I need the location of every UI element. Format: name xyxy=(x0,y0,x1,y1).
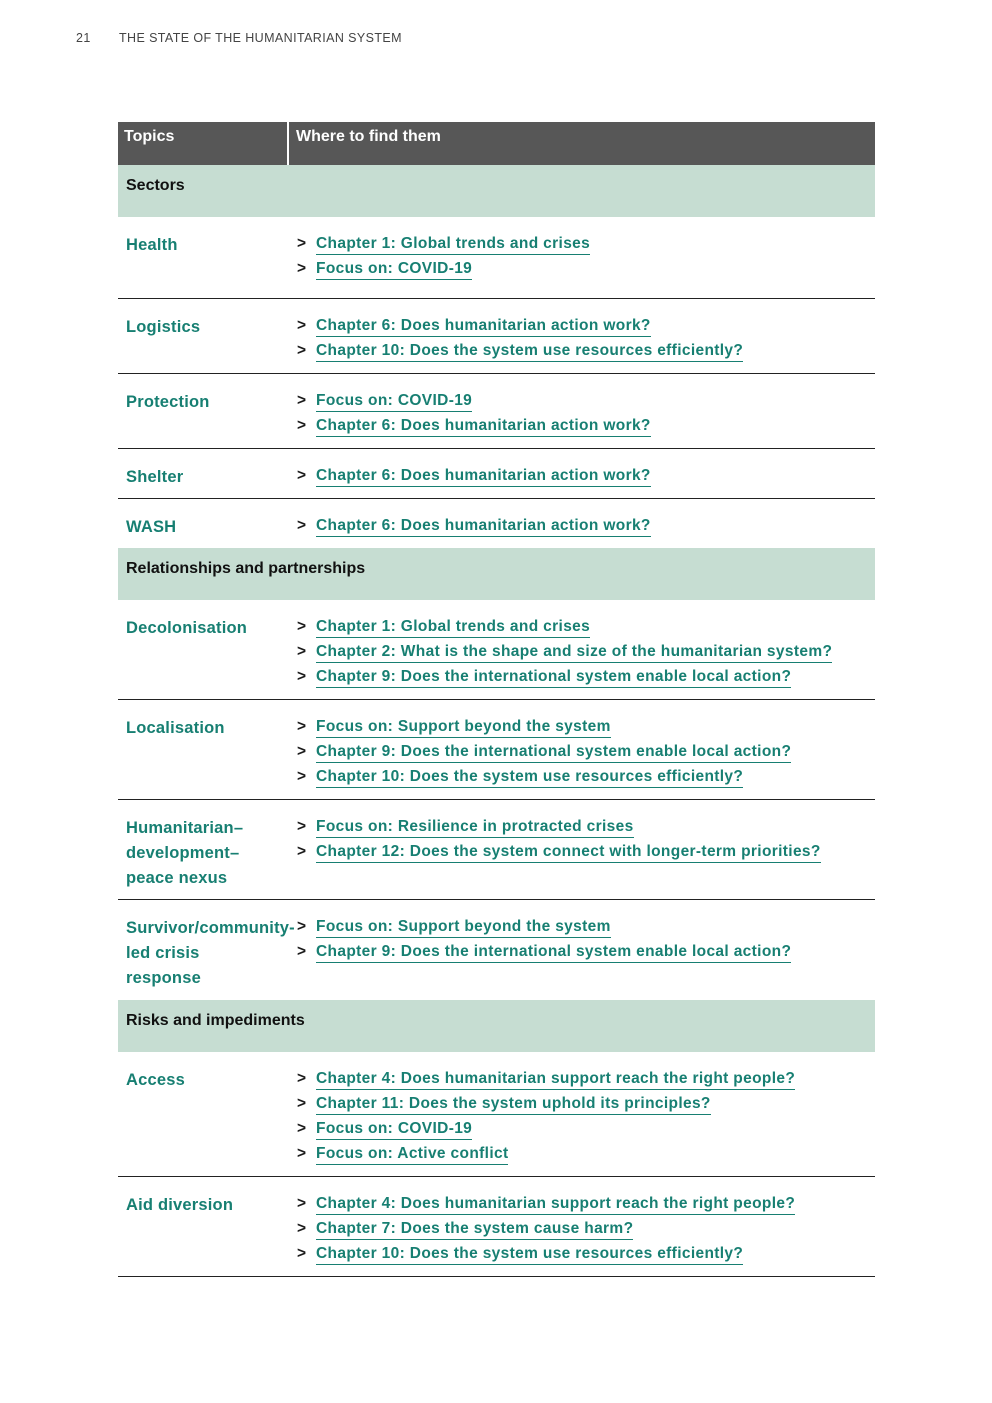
chevron-right-icon: > xyxy=(297,618,307,635)
chevron-right-icon: > xyxy=(297,768,307,785)
table-row xyxy=(118,217,875,299)
link-item xyxy=(297,941,875,966)
table-row xyxy=(118,449,875,499)
topic-label: Humanitarian–development–peace nexus xyxy=(126,819,244,887)
chapter-links xyxy=(289,390,875,448)
chevron-right-icon: > xyxy=(297,417,307,434)
table-row xyxy=(118,700,875,800)
chapter-links xyxy=(289,233,875,298)
column-header-where: Where to find them xyxy=(296,128,441,145)
table-row xyxy=(118,1177,875,1277)
chevron-right-icon: > xyxy=(297,843,307,860)
topic-label: Logistics xyxy=(126,318,201,336)
chevron-right-icon: > xyxy=(297,943,307,960)
link-item xyxy=(297,1093,875,1118)
chapter-links xyxy=(289,465,875,498)
link-item xyxy=(297,390,875,415)
link-item xyxy=(297,666,875,691)
link-item xyxy=(297,816,875,841)
chapter-link[interactable]: Chapter 4: Does humanitarian support reach the right people? xyxy=(316,1068,795,1090)
chapter-links xyxy=(289,716,875,799)
section-heading: Relationships and partnerships xyxy=(118,548,875,600)
chapter-link[interactable]: Focus on: Support beyond the system xyxy=(316,916,611,938)
chapter-link[interactable]: Chapter 12: Does the system connect with longer-term priorities? xyxy=(316,841,821,863)
table-row xyxy=(118,900,875,1000)
chevron-right-icon: > xyxy=(297,1070,307,1087)
chapter-link[interactable]: Chapter 6: Does humanitarian action work? xyxy=(316,465,651,487)
link-item xyxy=(297,1218,875,1243)
chapter-link[interactable]: Focus on: Resilience in protracted crises xyxy=(316,816,634,838)
chapter-link[interactable]: Focus on: COVID-19 xyxy=(316,1118,472,1140)
chapter-link[interactable]: Chapter 7: Does the system cause harm? xyxy=(316,1218,633,1240)
chevron-right-icon: > xyxy=(297,235,307,252)
section-heading: Sectors xyxy=(118,165,875,217)
link-item xyxy=(297,1068,875,1093)
link-item xyxy=(297,1193,875,1218)
chapter-link[interactable]: Chapter 6: Does humanitarian action work? xyxy=(316,515,651,537)
table-row xyxy=(118,299,875,374)
chapter-links xyxy=(289,916,875,1000)
link-item xyxy=(297,716,875,741)
chapter-links xyxy=(289,816,875,899)
chapter-link[interactable]: Chapter 10: Does the system use resources efficiently? xyxy=(316,340,743,362)
link-item xyxy=(297,340,875,365)
page-number: 21 xyxy=(76,31,91,45)
column-header-topics: Topics xyxy=(118,122,289,165)
link-item xyxy=(297,1118,875,1143)
chapter-link[interactable]: Chapter 10: Does the system use resources efficiently? xyxy=(316,766,743,788)
topic-label: Access xyxy=(126,1071,185,1089)
chapter-links xyxy=(289,1193,875,1276)
topic-label: Aid diversion xyxy=(126,1196,234,1214)
chevron-right-icon: > xyxy=(297,1120,307,1137)
chapter-link[interactable]: Chapter 2: What is the shape and size of the humanitarian system? xyxy=(316,641,832,663)
chevron-right-icon: > xyxy=(297,260,307,277)
link-item xyxy=(297,515,875,540)
chevron-right-icon: > xyxy=(297,643,307,660)
link-item xyxy=(297,766,875,791)
chevron-right-icon: > xyxy=(297,918,307,935)
chevron-right-icon: > xyxy=(297,668,307,685)
chapter-links xyxy=(289,616,875,699)
table-header xyxy=(118,122,875,165)
chapter-link[interactable]: Chapter 6: Does humanitarian action work? xyxy=(316,315,651,337)
chevron-right-icon: > xyxy=(297,1095,307,1112)
running-header xyxy=(76,31,402,45)
chapter-links xyxy=(289,515,875,548)
section-heading: Risks and impediments xyxy=(118,1000,875,1052)
chapter-link[interactable]: Chapter 6: Does humanitarian action work? xyxy=(316,415,651,437)
link-item xyxy=(297,465,875,490)
table-row xyxy=(118,800,875,900)
chapter-link[interactable]: Chapter 1: Global trends and crises xyxy=(316,233,590,255)
chevron-right-icon: > xyxy=(297,718,307,735)
link-item xyxy=(297,415,875,440)
table-row xyxy=(118,600,875,700)
chevron-right-icon: > xyxy=(297,1195,307,1212)
table-row xyxy=(118,374,875,449)
chapter-link[interactable]: Focus on: COVID-19 xyxy=(316,390,472,412)
topic-label: Localisation xyxy=(126,719,225,737)
link-item xyxy=(297,233,875,258)
chevron-right-icon: > xyxy=(297,1220,307,1237)
chapter-link[interactable]: Chapter 4: Does humanitarian support reach the right people? xyxy=(316,1193,795,1215)
chevron-right-icon: > xyxy=(297,1145,307,1162)
chapter-link[interactable]: Focus on: Active conflict xyxy=(316,1143,508,1165)
topic-label: Health xyxy=(126,236,178,254)
link-item xyxy=(297,1243,875,1268)
chapter-link[interactable]: Focus on: COVID-19 xyxy=(316,258,472,280)
topics-table xyxy=(118,122,875,1277)
chapter-link[interactable]: Focus on: Support beyond the system xyxy=(316,716,611,738)
topic-label: WASH xyxy=(126,518,177,536)
link-item xyxy=(297,641,875,666)
chapter-link[interactable]: Chapter 9: Does the international system enable local action? xyxy=(316,941,791,963)
chevron-right-icon: > xyxy=(297,517,307,534)
link-item xyxy=(297,1143,875,1168)
chevron-right-icon: > xyxy=(297,392,307,409)
link-item xyxy=(297,916,875,941)
chevron-right-icon: > xyxy=(297,317,307,334)
link-item xyxy=(297,258,875,283)
topic-label: Shelter xyxy=(126,468,184,486)
link-item xyxy=(297,315,875,340)
chapter-link[interactable]: Chapter 9: Does the international system enable local action? xyxy=(316,666,791,688)
topic-label: Survivor/community-led crisis response xyxy=(126,919,295,987)
chapter-links xyxy=(289,1068,875,1176)
link-item xyxy=(297,616,875,641)
chapter-link[interactable]: Chapter 10: Does the system use resources efficiently? xyxy=(316,1243,743,1265)
chevron-right-icon: > xyxy=(297,342,307,359)
topic-label: Decolonisation xyxy=(126,619,248,637)
topic-label: Protection xyxy=(126,393,210,411)
chevron-right-icon: > xyxy=(297,818,307,835)
chapter-links xyxy=(289,315,875,373)
chevron-right-icon: > xyxy=(297,1245,307,1262)
table-row xyxy=(118,1052,875,1177)
document-title: THE STATE OF THE HUMANITARIAN SYSTEM xyxy=(119,31,402,45)
link-item xyxy=(297,741,875,766)
link-item xyxy=(297,841,875,866)
table-row xyxy=(118,499,875,548)
chapter-link[interactable]: Chapter 9: Does the international system enable local action? xyxy=(316,741,791,763)
chevron-right-icon: > xyxy=(297,743,307,760)
chapter-link[interactable]: Chapter 1: Global trends and crises xyxy=(316,616,590,638)
chapter-link[interactable]: Chapter 11: Does the system uphold its principles? xyxy=(316,1093,711,1115)
table-body xyxy=(118,165,875,1277)
chevron-right-icon: > xyxy=(297,467,307,484)
